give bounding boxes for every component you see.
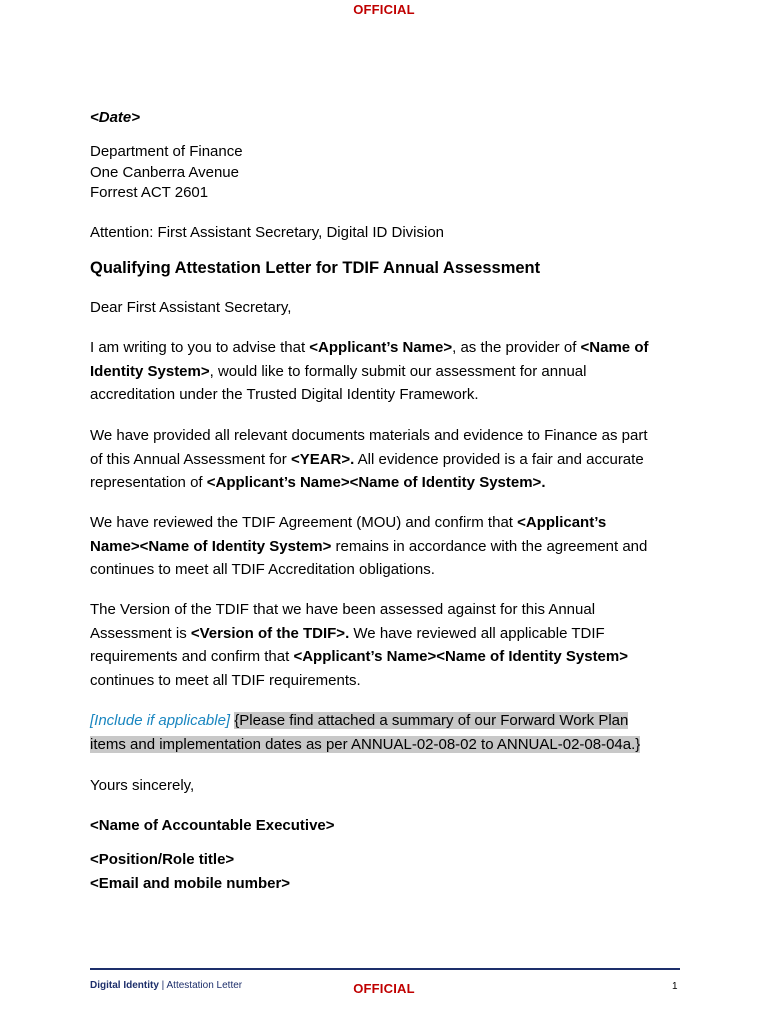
signatory-contact: <Email and mobile number> [90, 875, 291, 892]
salutation: Dear First Assistant Secretary, [90, 299, 292, 316]
text: All evidence provided is a fair and accurate [354, 450, 644, 468]
identity-system-placeholder: Identity System> [90, 362, 210, 380]
attention-line: Attention: First Assistant Secretary, Digital ID Division [90, 224, 445, 241]
address-line: Department of Finance [90, 143, 243, 160]
text: I am writing to you to advise that [90, 339, 310, 356]
security-marking-bottom: OFFICIAL [353, 981, 415, 996]
paragraph-evidence [90, 424, 680, 495]
text: requirements and confirm that [90, 648, 294, 666]
text: , as the provider of [452, 339, 581, 356]
footer-doc-type: Attestation Letter [166, 980, 243, 991]
applicant-system-placeholder: <Applicant’s Name><Name of Identity System> [293, 648, 629, 666]
security-marking-top: OFFICIAL [353, 2, 415, 17]
applicant-name-placeholder: <Applicant’s Name> [309, 339, 453, 356]
signatory-name-text: <Name of Accountable Executive> [90, 817, 335, 834]
paragraph-version [90, 598, 680, 693]
text: continues to meet all TDIF requirements. [90, 672, 361, 690]
text: representation of [90, 474, 207, 492]
text: We have reviewed all applicable TDIF [349, 624, 605, 642]
version-placeholder: <Version of the TDIF>. [190, 624, 350, 642]
text: The Version of the TDIF that we have been assessed against for this Annual [90, 601, 596, 618]
highlighted-text: {Please find attached a summary of our Forward Work Plan [234, 712, 629, 729]
applicant-system-placeholder: <Applicant’s Name><Name of Identity System>. [206, 474, 546, 492]
closing: Yours sincerely, [90, 777, 195, 794]
page-number: 1 [672, 981, 678, 992]
text: of this Annual Assessment for [90, 450, 291, 468]
include-if-applicable-note: [Include if applicable] [90, 712, 231, 729]
text: , would like to formally submit our assessment for annual [209, 362, 587, 380]
signatory-position: <Position/Role title> [90, 851, 235, 868]
footer-doc-name: Digital Identity [90, 980, 159, 991]
applicant-name-placeholder: <Applicant’s [517, 514, 607, 531]
letter-title: Qualifying Attestation Letter for TDIF Annual Assessment [90, 259, 541, 277]
footer-separator: | [158, 980, 167, 991]
text: remains in accordance with the agreement and [331, 537, 648, 555]
address-line: Forrest ACT 2601 [90, 184, 209, 201]
text: continues to meet all TDIF Accreditation obligations. [90, 561, 435, 579]
date-text: <Date> [90, 109, 141, 126]
text: Assessment is [90, 624, 191, 642]
recipient-address [90, 142, 680, 204]
year-placeholder: <YEAR>. [290, 450, 355, 468]
footer-rule [90, 968, 680, 970]
date-placeholder [90, 108, 680, 129]
identity-system-placeholder: <Name of [580, 339, 649, 356]
paragraph-forward-work-plan [90, 709, 680, 756]
signatory-details [90, 848, 680, 896]
applicant-system-placeholder: Name><Name of Identity System> [90, 537, 332, 555]
address-line: One Canberra Avenue [90, 163, 239, 181]
paragraph-mou [90, 511, 680, 582]
signatory-name [90, 816, 680, 837]
text: accreditation under the Trusted Digital Identity Framework. [90, 386, 479, 404]
text: We have reviewed the TDIF Agreement (MOU) and confirm that [90, 514, 518, 531]
text: We have provided all relevant documents materials and evidence to Finance as part [90, 427, 648, 444]
paragraph-advise [90, 336, 680, 407]
highlighted-text: items and implementation dates as per ANNUAL-02-08-02 to ANNUAL-02-08-04a.} [90, 735, 641, 753]
